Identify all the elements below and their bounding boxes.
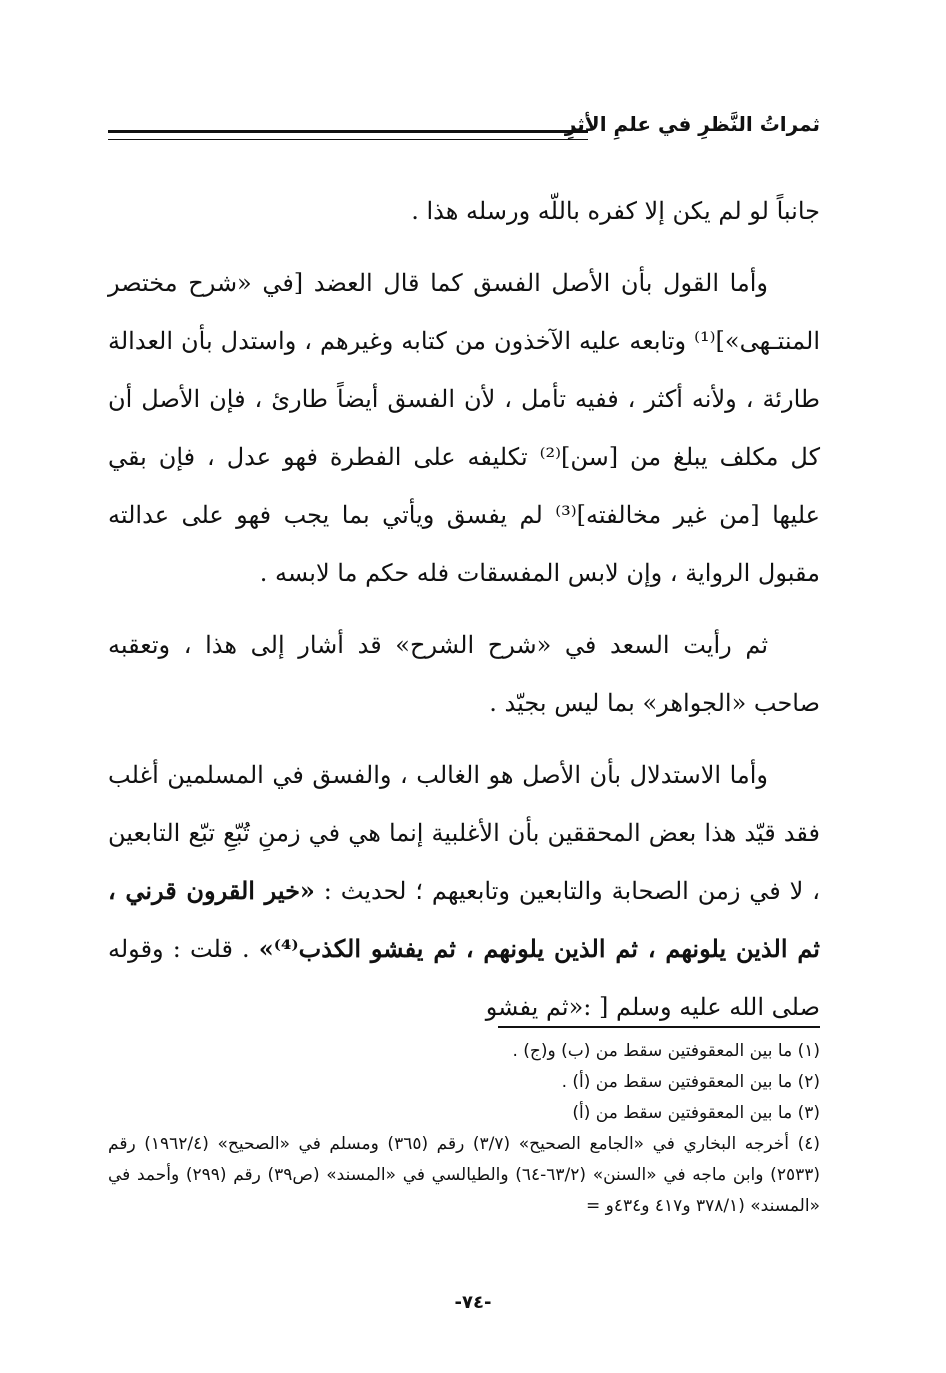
paragraph-4 [108, 746, 820, 1036]
paragraph-2: وأما القول بأن الأصل الفسق كما قال العضد [في «شرح مختصر المنتـهى»]⁽¹⁾ وتابعه عليه الآخذون من كتابه وغيرهم ، واستدل بأن العدالة طارئة ، ولأنه أكثر ، ففيه تأمل ، لأن الفسق أيضاً طارئ ، فإن الأصل أن كل مكلف يبلغ من [سن]⁽²⁾ تكليفه على الفطرة فهو عدل ، فإن بقي عليها [من غير مخالفته]⁽³⁾ لم يفسق ويأتي بما يجب فهو على عدالته مقبول الرواية ، وإن لابس المفسقات فله حكم ما لابسه . [108, 269, 821, 587]
page-number: -٧٤- [454, 1292, 492, 1313]
paragraph-4-text-a: وأما الاستدلال بأن الأصل هو الغالب ، والفسق في المسلمين أغلب فقد قيّد هذا بعض المحققين بأن الأغلبية إنما هي في زمنِ تُبّعِ تبّع التابعين ، لا في زمن الصحابة والتابعين وتابعيهم ؛ لحديث : [108, 761, 820, 905]
footnotes [108, 1036, 820, 1222]
footnote-4: (٤) أخرجه البخاري في «الجامع الصحيح» (٣/٧) رقم (٣٦٥) ومسلم في «الصحيح» (١٩٦٢/٤) رقم (٢٥٣٣) وابن ماجه في «السنن» (٦٣/٢-٦٤) والطيالسي في «المسند» (ص٣٩) رقم (٢٩٩) وأحمد في «المسند» (٣٧٨/١ و٤١٧ و٤٣٤و = [108, 1134, 821, 1216]
paragraph-3: ثم رأيت السعد في «شرح الشرح» قد أشار إلى هذا ، وتعقبه صاحب «الجواهر» بما ليس بجيّد . [108, 631, 820, 717]
footnote-separator [498, 1026, 820, 1028]
main-text [108, 182, 820, 1050]
header-double-rule [108, 130, 588, 140]
footnote-2: (٢) ما بين المعقوفتين سقط من (أ) . [561, 1072, 820, 1092]
footnote-1: (١) ما بين المعقوفتين سقط من (ب) و(ج) . [512, 1041, 820, 1061]
paragraph-4-text-b: . قلت : وقوله صلى الله عليه وسلم [ :«ثم يفشو [108, 935, 820, 1021]
footnote-3: (٣) ما بين المعقوفتين سقط من (أ) [572, 1103, 820, 1123]
running-header [108, 108, 820, 148]
hadith-quote: «خير القرون قرني ، ثم الذين يلونهم ، ثم الذين يلونهم ، ثم يفشو الكذب⁽⁴⁾» [108, 876, 820, 963]
header-title: ثمراتُ النَّظرِ في علمِ الأثرِ [564, 112, 820, 136]
paragraph-1: جانباً لو لم يكن إلا كفره باللّه ورسله هذا . [411, 197, 820, 225]
